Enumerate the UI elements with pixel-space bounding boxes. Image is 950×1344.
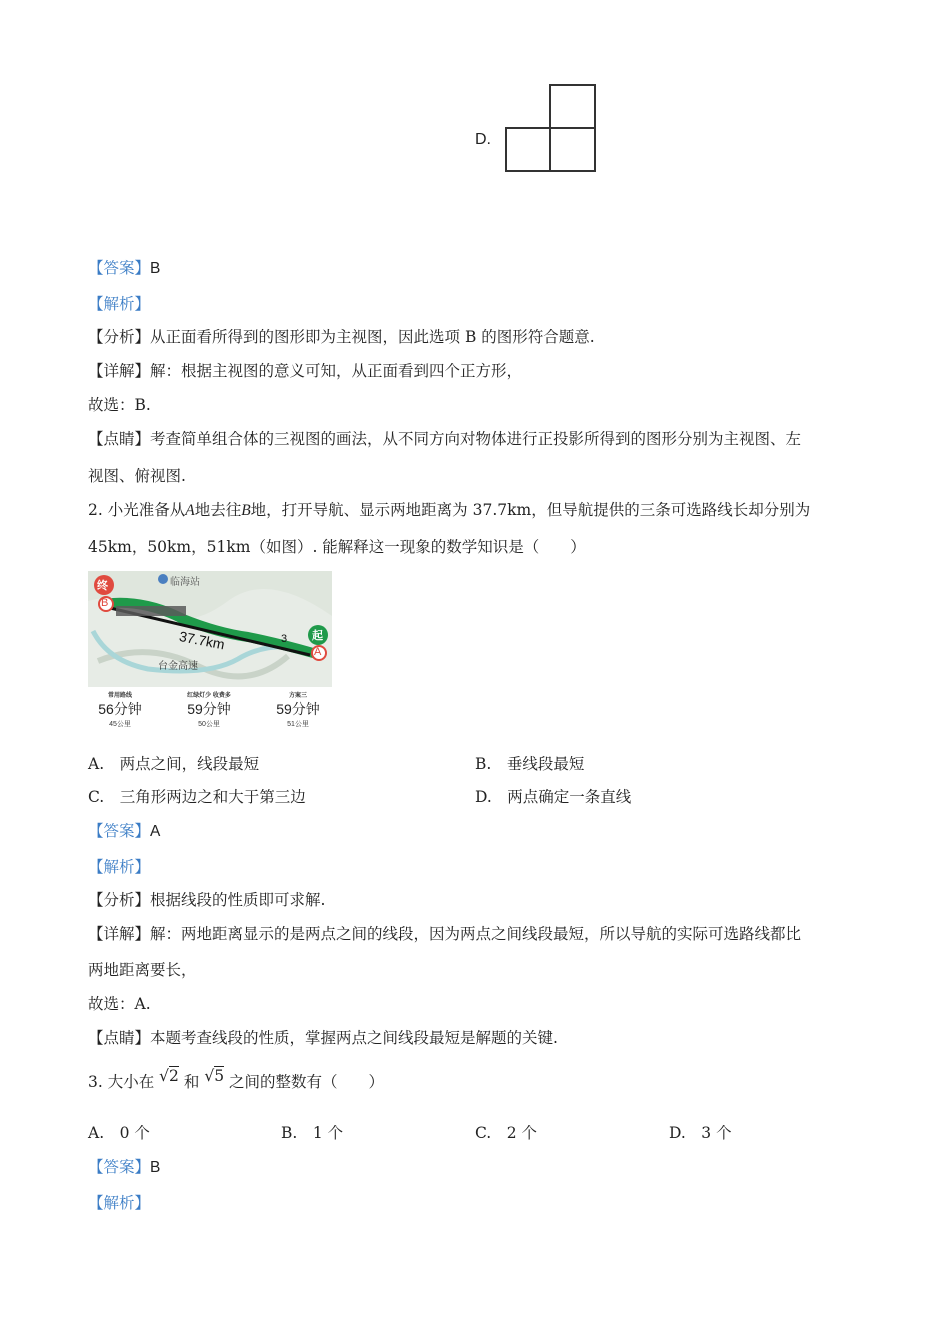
figure-square-bottom-left: [505, 127, 551, 172]
q1-answer: 【答案】B: [88, 259, 161, 277]
q1-comment-cont: 视图、俯视图.: [88, 467, 186, 485]
route-time: 59分钟: [187, 701, 231, 717]
route-time: 56分钟: [98, 701, 142, 717]
route-tag: 红绿灯少 收费多: [187, 693, 231, 699]
q3-option-c[interactable]: C. 2 个: [475, 1124, 538, 1142]
map-road-label: 台金高速: [158, 661, 198, 672]
q1-analysis-heading: 【解析】: [88, 295, 151, 313]
route-card-1[interactable]: [90, 690, 150, 729]
q2-option-d[interactable]: D. 两点确定一条直线: [475, 788, 632, 806]
route-distance: 51公里: [287, 721, 309, 728]
q3-option-b[interactable]: B. 1 个: [281, 1124, 344, 1142]
q2-detail-cont: 两地距离要长，: [88, 961, 197, 979]
q2-option-b[interactable]: B. 垂线段最短: [475, 755, 585, 773]
q2-fenxi: 【分析】根据线段的性质即可求解.: [88, 891, 326, 909]
q2-stem-line1: 2. 小光准备从A地去往B地，打开导航、显示两地距离为 37.7km，但导航提供的三条可选路线长却分别为: [88, 501, 811, 519]
q1-detail: 【详解】解：根据主视图的意义可知，从正面看到四个正方形，: [88, 362, 523, 380]
route-card-2[interactable]: [178, 690, 240, 729]
q3-answer: 【答案】B: [88, 1158, 161, 1176]
map-route-number: 3: [281, 633, 288, 645]
sqrt-5: √5: [204, 1067, 225, 1085]
q3-option-a[interactable]: A. 0 个: [88, 1124, 150, 1142]
route-tag: 常用路线: [107, 693, 132, 699]
figure-square-top: [549, 84, 596, 129]
q3-option-d[interactable]: D. 3 个: [669, 1124, 732, 1142]
route-distance: 50公里: [198, 721, 220, 728]
map-point-b: B: [101, 597, 109, 609]
q3-analysis-heading: 【解析】: [88, 1194, 151, 1212]
map-start-badge: 起: [312, 630, 323, 642]
q2-comment: 【点睛】本题考查线段的性质，掌握两点之间线段最短是解题的关键.: [88, 1029, 558, 1047]
q1-choose: 故选：B.: [88, 396, 151, 414]
figure-square-bottom-right: [549, 127, 596, 172]
map-point-a: A: [314, 646, 322, 658]
route-card-3[interactable]: [268, 690, 328, 729]
q3-stem: 3. 大小在 √2 和 √5 之间的整数有（ ）: [88, 1067, 385, 1091]
q2-stem-line2: 45km，50km，51km（如图）. 能解释这一现象的数学知识是（ ）: [88, 538, 586, 556]
q2-analysis-heading: 【解析】: [88, 858, 151, 876]
q2-answer: 【答案】A: [88, 822, 161, 840]
q2-option-c[interactable]: C. 三角形两边之和大于第三边: [88, 788, 306, 806]
q1-comment: 【点睛】考查简单组合体的三视图的画法，从不同方向对物体进行正投影所得到的图形分别为主视图、左: [88, 430, 802, 448]
option-d-label: D.: [475, 131, 491, 148]
q2-choose: 故选：A.: [88, 995, 151, 1013]
q1-fenxi: 【分析】从正面看所得到的图形即为主视图，因此选项 B 的图形符合题意.: [88, 328, 595, 346]
q2-option-a[interactable]: A. 两点之间，线段最短: [88, 755, 260, 773]
route-time: 59分钟: [276, 701, 320, 717]
sqrt-2: √2: [159, 1067, 179, 1085]
route-distance: 45公里: [109, 721, 131, 728]
route-tag: 方案三: [288, 693, 307, 699]
map-place-label: 临海站: [170, 577, 200, 588]
q2-detail: 【详解】解：两地距离显示的是两点之间的线段，因为两点之间线段最短，所以导航的实际可选路线都比: [88, 925, 802, 943]
map-end-badge: 终: [97, 580, 108, 592]
map-distance-label: 37.7km: [177, 628, 227, 653]
navigation-map: [88, 571, 332, 737]
